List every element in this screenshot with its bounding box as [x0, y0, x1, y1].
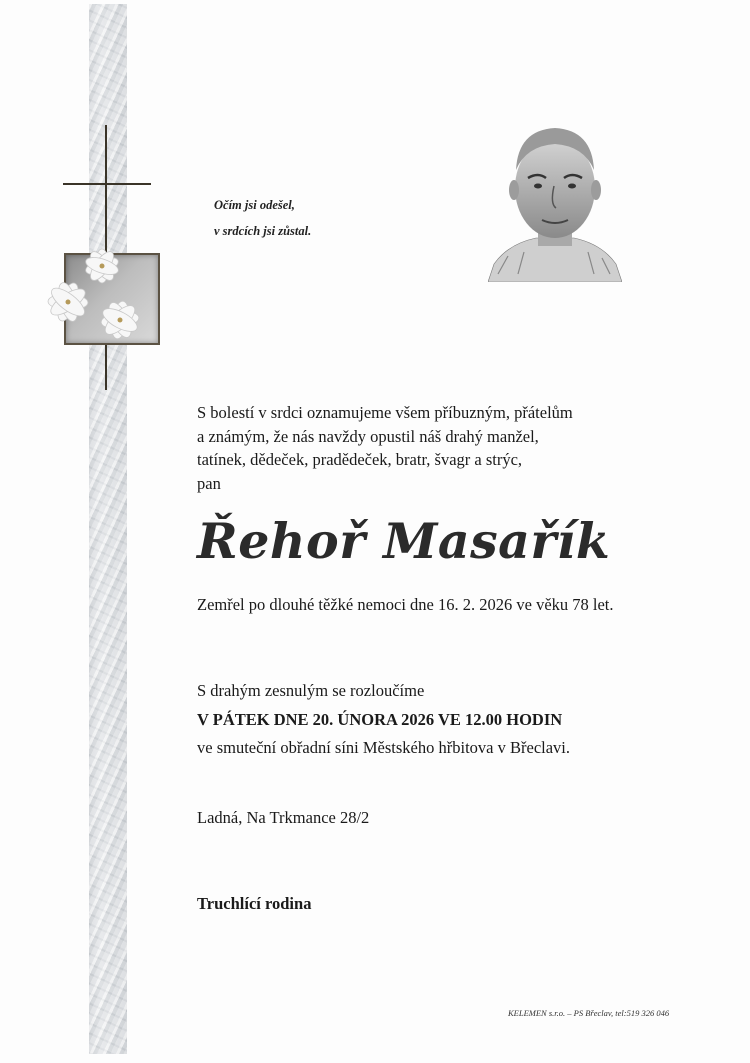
motto-line-1: Očím jsi odešel, — [214, 198, 295, 212]
announcement — [197, 401, 573, 495]
death-info: Zemřel po dlouhé těžké nemoci dne 16. 2. 2026 ve věku 78 let. — [197, 595, 614, 614]
motto — [214, 192, 311, 244]
family-address: Ladná, Na Trkmance 28/2 — [197, 808, 370, 827]
cross-icon-bar — [63, 183, 151, 185]
motto-line-2: v srdcích jsi zůstal. — [214, 224, 312, 238]
footer-credit: KELEMEN s.r.o. – PS Břeclav, tel:519 326 046 — [508, 1008, 670, 1018]
funeral-info — [197, 677, 570, 763]
signature: Truchlící rodina — [197, 894, 312, 913]
funeral-line-1: S drahým zesnulým se rozloučíme — [197, 681, 425, 700]
funeral-date-time: V PÁTEK DNE 20. ÚNORA 2026 VE 12.00 HODIN — [197, 709, 563, 729]
funeral-place: ve smuteční obřadní síni Městského hřbitova v Břeclavi. — [197, 738, 571, 757]
marble-strip — [89, 4, 127, 1054]
lily-flowers-image — [40, 238, 160, 358]
announcement-line-2: a známým, že nás navždy opustil náš drahý manžel, — [197, 426, 539, 446]
portrait-photo — [488, 124, 622, 282]
announcement-line-3: tatínek, dědeček, pradědeček, bratr, švagr a strýc, — [197, 450, 523, 469]
announcement-line-1: S bolestí v srdci oznamujeme všem příbuzným, přátelům — [197, 403, 573, 422]
announcement-line-4: pan — [197, 473, 221, 493]
deceased-name: Řehoř Masařík — [197, 512, 611, 570]
